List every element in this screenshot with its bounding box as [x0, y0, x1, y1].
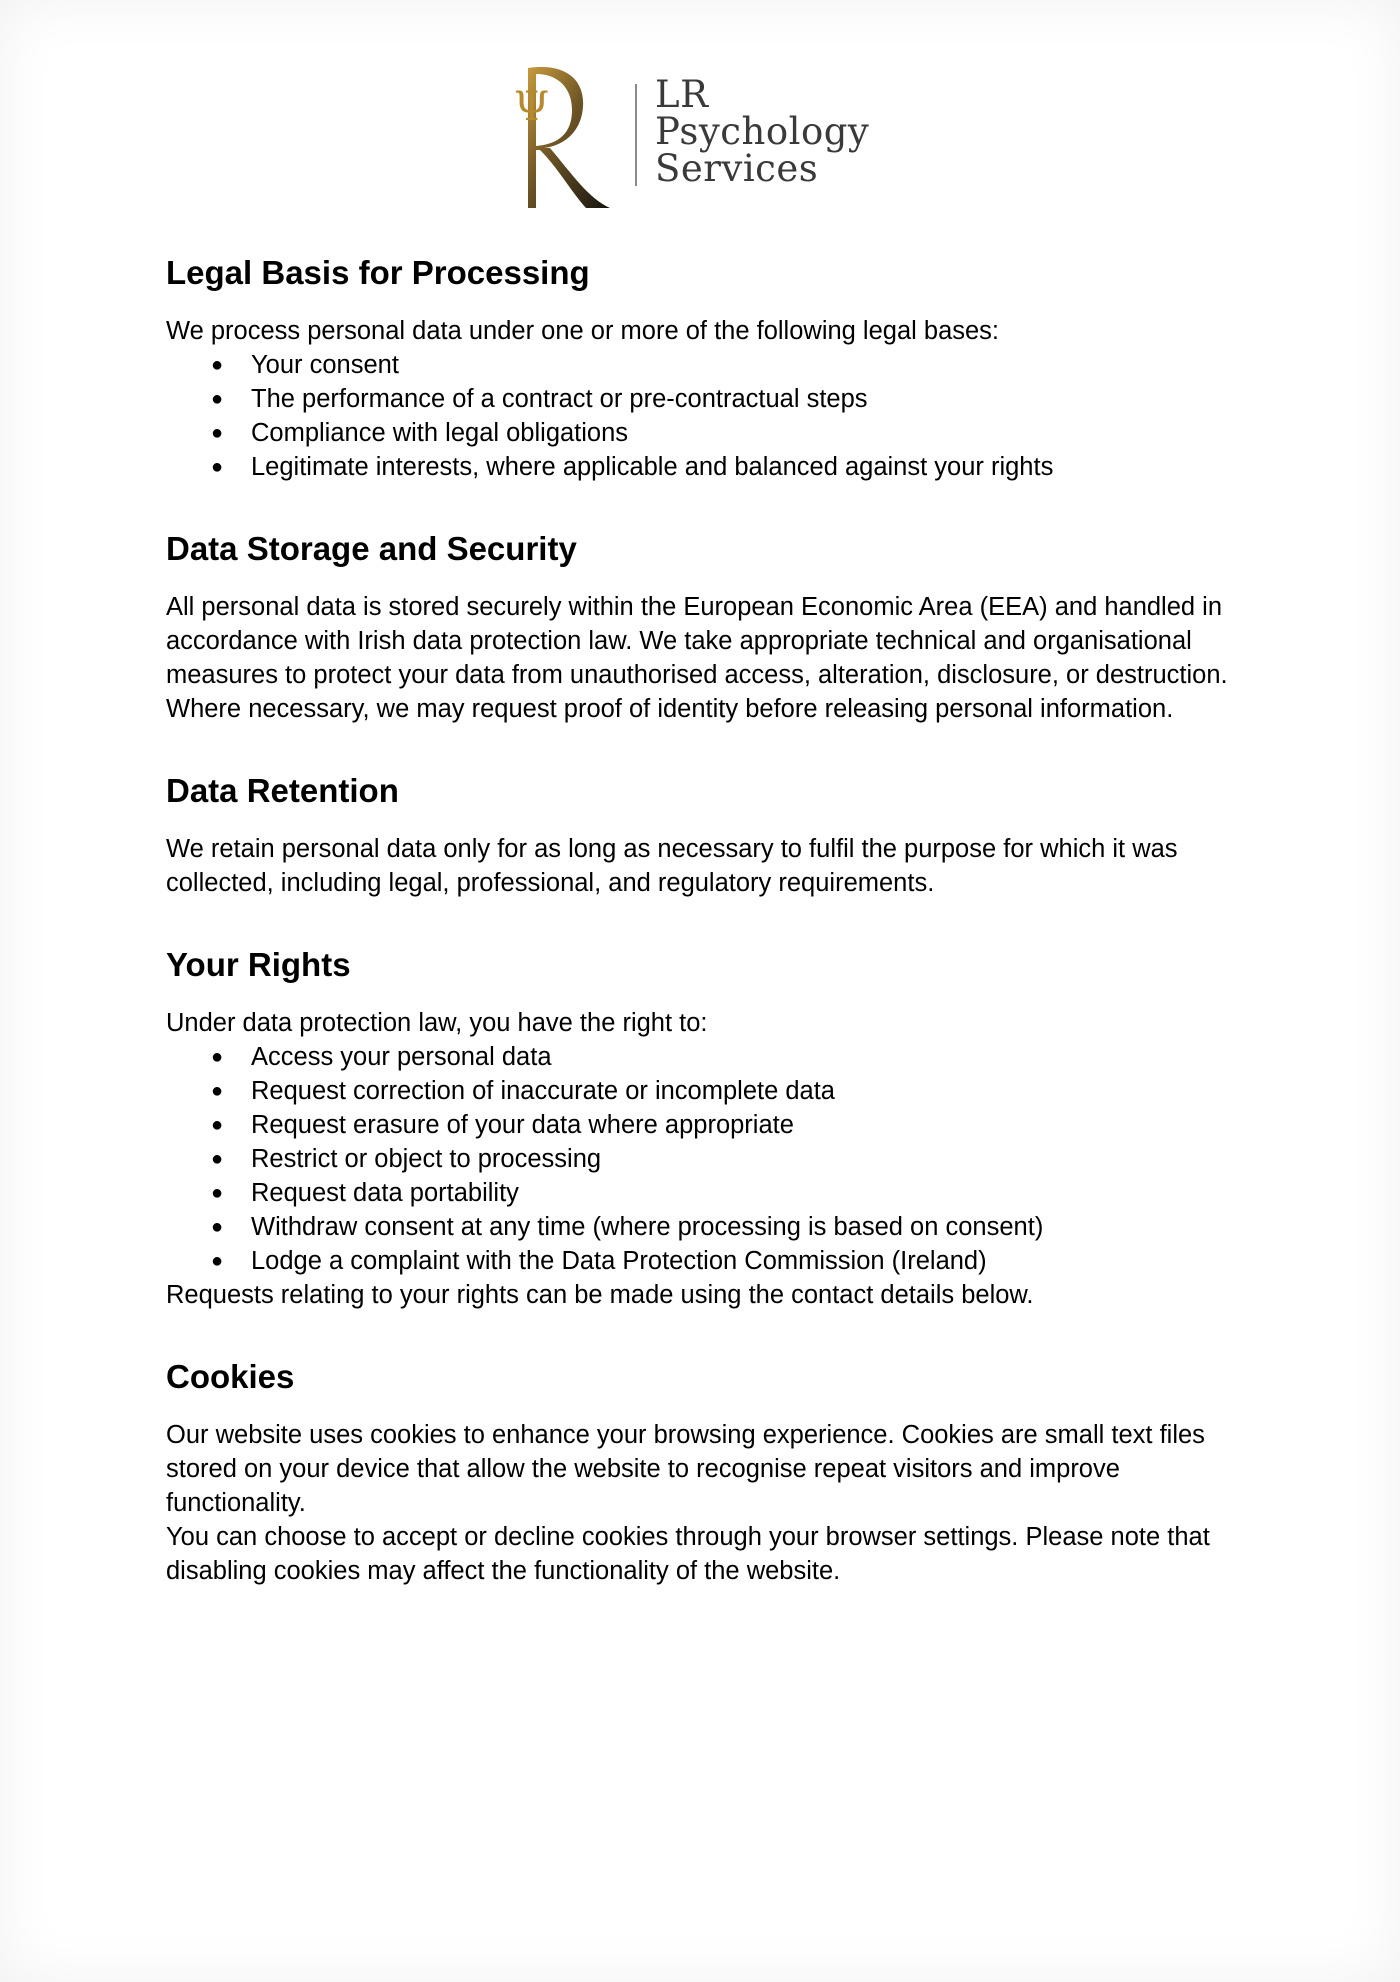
- list-item-text: Your consent: [251, 351, 399, 379]
- list-item-text: Request erasure of your data where appropriate: [251, 1111, 794, 1139]
- section-paragraph: Our website uses cookies to enhance your browsing experience. Cookies are small text files stored on your device that allow the website to recognise repeat visitors and improve functionality.: [166, 1421, 1205, 1517]
- list-item: [166, 1244, 1246, 1278]
- section-paragraph: Where necessary, we may request proof of identity before releasing personal information.: [166, 695, 1174, 723]
- bullet-icon: ●: [211, 354, 224, 376]
- list-item-text: The performance of a contract or pre-contractual steps: [251, 385, 868, 413]
- list-item: [166, 416, 1246, 450]
- bullet-icon: ●: [211, 1250, 224, 1272]
- list-item-text: Restrict or object to processing: [251, 1145, 602, 1173]
- logo-wordmark: [655, 73, 870, 190]
- section-your-rights: [166, 944, 1246, 1312]
- list-item: [166, 1074, 1246, 1108]
- bullet-list: [166, 348, 1246, 484]
- document-body: [166, 252, 1246, 1632]
- psi-glyph: Ψ: [514, 84, 550, 130]
- list-item-text: Legitimate interests, where applicable and balanced against your rights: [251, 453, 1054, 481]
- list-item: [166, 1142, 1246, 1176]
- bullet-icon: ●: [211, 422, 224, 444]
- section-outro: Requests relating to your rights can be made using the contact details below.: [166, 1281, 1034, 1309]
- section-data-retention: [166, 770, 1246, 900]
- list-item: [166, 348, 1246, 382]
- list-item-text: Request correction of inaccurate or incomplete data: [251, 1077, 835, 1105]
- section-intro: We process personal data under one or more of the following legal bases:: [166, 317, 1000, 345]
- list-item-text: Withdraw consent at any time (where processing is based on consent): [251, 1213, 1044, 1241]
- section-heading: Legal Basis for Processing: [166, 254, 590, 291]
- bullet-icon: ●: [211, 456, 224, 478]
- logo-r-psi-mark: [510, 62, 620, 214]
- list-item: [166, 1108, 1246, 1142]
- section-intro: Under data protection law, you have the right to:: [166, 1009, 708, 1037]
- section-heading: Cookies: [166, 1358, 295, 1395]
- list-item: [166, 1176, 1246, 1210]
- bullet-icon: ●: [211, 1148, 224, 1170]
- list-item-text: Lodge a complaint with the Data Protection Commission (Ireland): [251, 1247, 987, 1275]
- section-legal-basis: [166, 252, 1246, 484]
- list-item-text: Access your personal data: [251, 1043, 552, 1071]
- logo-divider: [635, 84, 637, 186]
- bullet-icon: ●: [211, 1114, 224, 1136]
- bullet-icon: ●: [211, 388, 224, 410]
- logo-line-1: LR: [655, 73, 709, 116]
- list-item: [166, 1210, 1246, 1244]
- section-paragraph: We retain personal data only for as long as necessary to fulfil the purpose for which it was collected, including legal, professional, and regulatory requirements.: [166, 835, 1178, 897]
- bullet-icon: ●: [211, 1182, 224, 1204]
- logo-line-2: Psychology: [655, 110, 870, 153]
- section-paragraph: You can choose to accept or decline cookies through your browser settings. Please note that disabling cookies may affect the functionality of the website.: [166, 1523, 1210, 1585]
- bullet-icon: ●: [211, 1046, 224, 1068]
- section-paragraph: All personal data is stored securely within the European Economic Area (EEA) and handled in accordance with Irish data protection law. We take appropriate technical and organisational measures to protect your data from unauthorised access, alteration, disclosure, or destruction.: [166, 593, 1228, 689]
- section-heading: Data Storage and Security: [166, 530, 577, 567]
- bullet-list: [166, 1040, 1246, 1278]
- company-logo: [510, 62, 870, 214]
- section-cookies: [166, 1356, 1246, 1588]
- list-item-text: Request data portability: [251, 1179, 519, 1207]
- list-item: [166, 1040, 1246, 1074]
- section-heading: Data Retention: [166, 772, 399, 809]
- list-item: [166, 382, 1246, 416]
- list-item: [166, 450, 1246, 484]
- bullet-icon: ●: [211, 1080, 224, 1102]
- list-item-text: Compliance with legal obligations: [251, 419, 629, 447]
- section-heading: Your Rights: [166, 946, 351, 983]
- bullet-icon: ●: [211, 1216, 224, 1238]
- section-data-storage: [166, 528, 1246, 726]
- logo-line-3: Services: [655, 147, 819, 190]
